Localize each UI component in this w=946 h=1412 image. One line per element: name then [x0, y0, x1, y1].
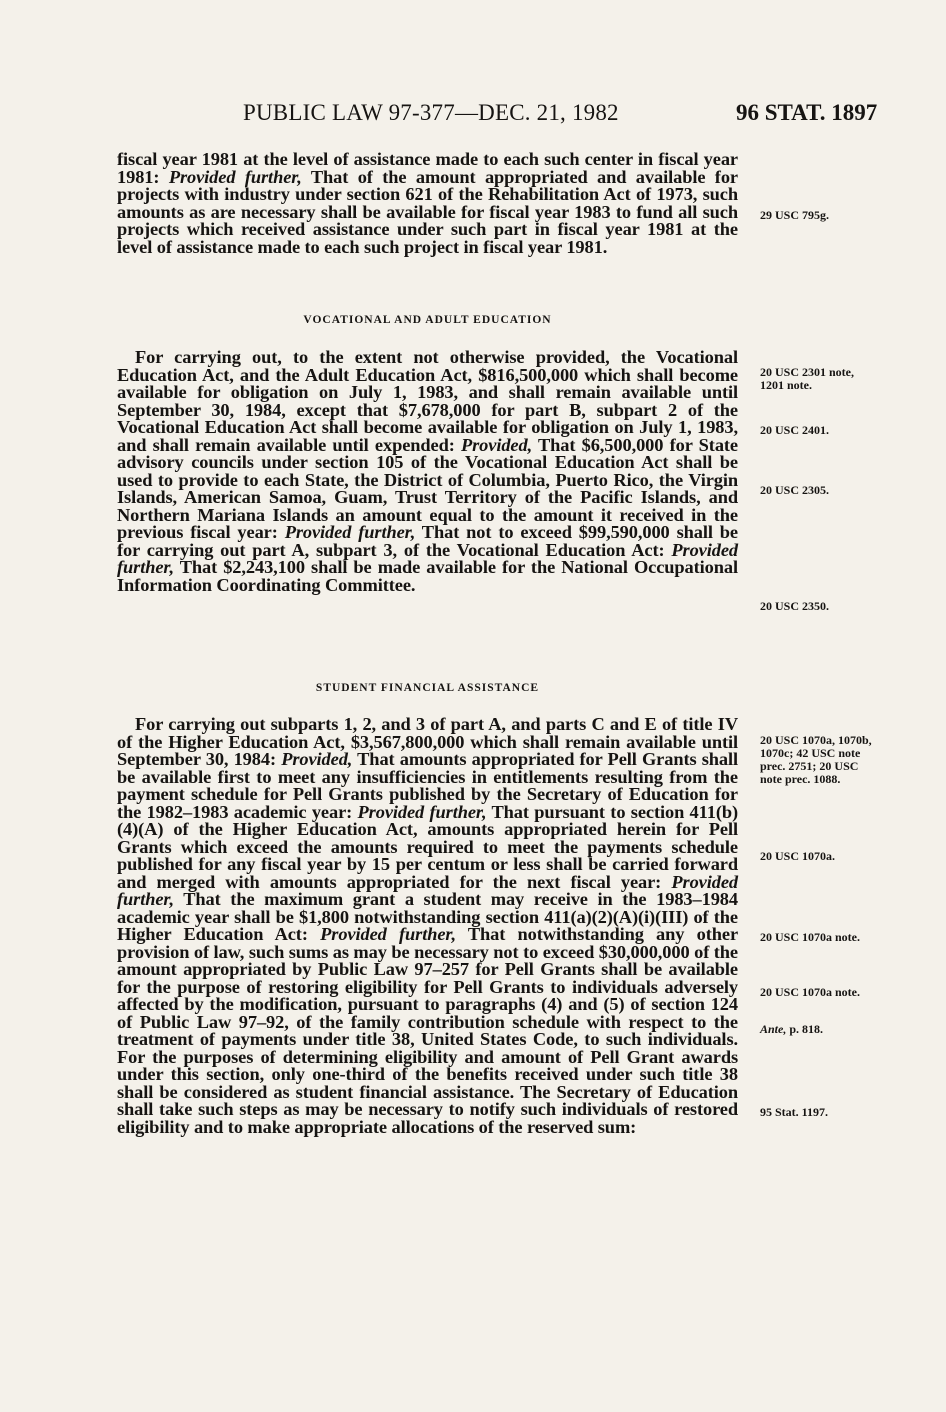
margin-note-29-usc-795g: 29 USC 795g.: [760, 208, 830, 222]
margin-note-20-usc-1070a-group: 20 USC 1070a, 1070b, 1070c; 42 USC note prec. 2751; 20 USC note prec. 1088.: [760, 733, 872, 786]
paragraph-student-aid: For carrying out subparts 1, 2, and 3 of part A, and parts C and E of title IV of the Higher Education Act, $3,567,800,000 which shall remain available until September 30, 1984: Provided, That amounts appropriated for Pell Grants shall be available first to meet any insufficiencies in entitlements resulting from the payment schedule for Pell Grants published by the Secretary of Education for the 1982–1983 academic year: Provided further, That pursuant to section 411(b)(4)(A) of the Higher Education Act, amounts appropriated herein for Pell Grants which exceed the amounts required to meet the payments schedule published for any fiscal year by 15 per centum or less shall be carried forward and merged with amounts appropriated for the next fiscal year: Provided further, That the maximum grant a student may receive in the 1983–1984 academic year shall be $1,800 notwithstanding section 411(a)(2)(A)(i)(III) of the Higher Education Act: Provided further, That notwithstanding any other provision of law, such sums as may be necessary not to exceed $30,000,000 of the amount appropriated by Public Law 97–257 for Pell Grants shall be available for the purpose of restoring eligibility for Pell Grants to individuals adversely affected by the modification, pursuant to paragraphs (4) and (5) of section 124 of Public Law 97–92, of the family contribution schedule with respect to the treatment of payments under title 38, United States Code, to such individuals. For the purposes of determining eligibility and amount of Pell Grant awards under this section, only one-third of the benefits received under such title 38 shall be considered as student financial assistance. The Secretary of Education shall take such steps as may be necessary to notify such individuals of restored eligibility and to make appropriate allocations of the reserved sum:: [117, 714, 739, 1137]
margin-note-20-usc-1070a-note-2: 20 USC 1070a note.: [760, 985, 861, 999]
margin-note-20-usc-1070a: 20 USC 1070a.: [760, 849, 836, 863]
paragraph-vocational: For carrying out, to the extent not otherwise provided, the Vocational Education Act, and the Adult Education Act, $816,500,000 which shall become available for obligation on July 1, 1983, and shall remain available until September 30, 1984, except that $7,678,000 for part B, subpart 2 of the Vocational Education Act shall become available for obligation on July 1, 1983, and shall remain available until expended: Provided, That $6,500,000 for State advisory councils under section 105 of the Vocational Education Act shall be used to provide to each State, the District of Columbia, Puerto Rico, the Virgin Islands, American Samoa, Guam, Trust Territory of the Pacific Islands, and Northern Mariana Islands an amount equal to the amount it received in the previous fiscal year: Provided further, That not to exceed $99,590,000 shall be for carrying out part A, subpart 3, of the Vocational Education Act: Provided further, That $2,243,100 shall be made available for the National Occupational Information Coordinating Committee.: [117, 347, 738, 595]
margin-note-20-usc-1070a-note-1: 20 USC 1070a note.: [760, 930, 861, 944]
margin-note-20-usc-2305: 20 USC 2305.: [760, 483, 830, 497]
section-heading-student-aid: STUDENT FINANCIAL ASSISTANCE: [315, 682, 540, 694]
margin-note-95-stat-1197: 95 Stat. 1197.: [760, 1105, 829, 1119]
margin-note-20-usc-2301: 20 USC 2301 note, 1201 note.: [760, 365, 855, 392]
statute-page-number: 96 STAT. 1897: [736, 100, 878, 125]
margin-note-ante-p-818: Ante, p. 818.: [760, 1022, 824, 1036]
margin-note-20-usc-2401: 20 USC 2401.: [760, 423, 830, 437]
margin-note-20-usc-2350: 20 USC 2350.: [760, 599, 830, 613]
running-head-title: PUBLIC LAW 97-377—DEC. 21, 1982: [243, 100, 619, 125]
paragraph-rehabilitation: fiscal year 1981 at the level of assistance made to each such center in fiscal year 1981: Provided further, That of the amount appropriated and available for projects with industry under section 621 of the Rehabilitation Act of 1973, such amounts as are necessary shall be available for fiscal year 1983 to fund all such projects which received assistance under such part in fiscal year 1981 at the level of assistance made to each such project in fiscal year 1981.: [117, 149, 738, 257]
section-heading-vocational: VOCATIONAL AND ADULT EDUCATION: [303, 314, 552, 326]
